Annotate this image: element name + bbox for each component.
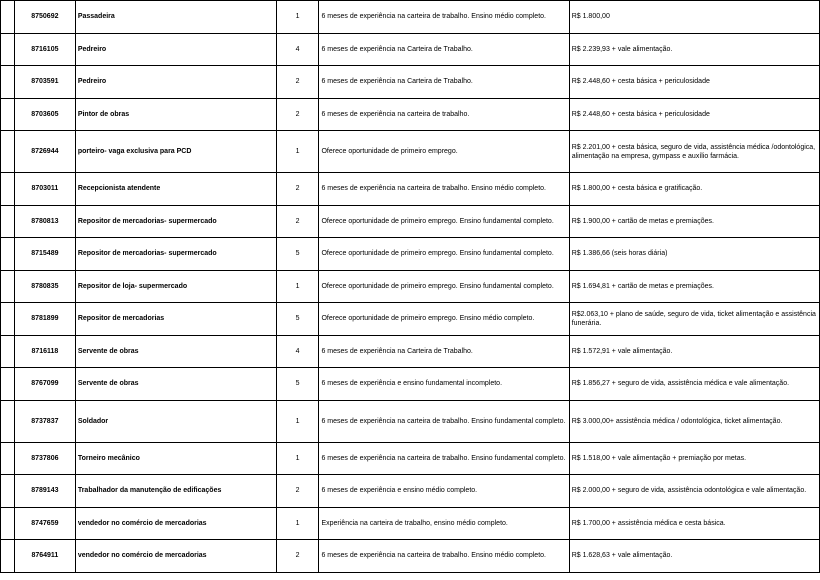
salary-benefits-cell: R$ 2.000,00 + seguro de vida, assistência odontológica e vale alimentação.	[569, 475, 819, 508]
job-code-cell: 8703605	[14, 98, 75, 131]
requirements-cell: 6 meses de experiência na carteira de trabalho. Ensino fundamental completo.	[319, 442, 569, 475]
vacancy-count-cell: 2	[276, 205, 319, 238]
job-code-cell: 8789143	[14, 475, 75, 508]
table-row	[1, 400, 820, 442]
occupation-cell: Soldador	[75, 400, 276, 442]
row-lead-cell	[1, 335, 15, 368]
job-code-cell: 8764911	[14, 540, 75, 573]
table-row	[1, 270, 820, 303]
row-lead-cell	[1, 475, 15, 508]
table-row	[1, 335, 820, 368]
requirements-cell: Oferece oportunidade de primeiro emprego. Ensino médio completo.	[319, 303, 569, 336]
requirements-cell: 6 meses de experiência na carteira de trabalho.	[319, 98, 569, 131]
occupation-cell: Recepcionista atendente	[75, 173, 276, 206]
row-lead-cell	[1, 507, 15, 540]
salary-benefits-cell: R$ 1.700,00 + assistência médica e cesta básica.	[569, 507, 819, 540]
salary-benefits-cell: R$ 1.386,66 (seis horas diária)	[569, 238, 819, 271]
requirements-cell: Oferece oportunidade de primeiro emprego. Ensino fundamental completo.	[319, 270, 569, 303]
occupation-cell: Repositor de mercadorias- supermercado	[75, 238, 276, 271]
table-row	[1, 1, 820, 34]
occupation-cell: Pedreiro	[75, 66, 276, 99]
vacancy-count-cell: 1	[276, 1, 319, 34]
table-row	[1, 205, 820, 238]
job-code-cell: 8715489	[14, 238, 75, 271]
table-row	[1, 98, 820, 131]
vacancy-count-cell: 2	[276, 475, 319, 508]
row-lead-cell	[1, 368, 15, 401]
table-row	[1, 33, 820, 66]
row-lead-cell	[1, 205, 15, 238]
vacancy-count-cell: 1	[276, 131, 319, 173]
requirements-cell: Oferece oportunidade de primeiro emprego.	[319, 131, 569, 173]
requirements-cell: 6 meses de experiência e ensino fundamental incompleto.	[319, 368, 569, 401]
row-lead-cell	[1, 238, 15, 271]
salary-benefits-cell: R$ 2.201,00 + cesta básica, seguro de vida, assistência médica /odontológica, alimentação na empresa, gympass e auxílio farmácia.	[569, 131, 819, 173]
requirements-cell: 6 meses de experiência na carteira de trabalho. Ensino médio completo.	[319, 173, 569, 206]
vacancy-count-cell: 4	[276, 335, 319, 368]
requirements-cell: 6 meses de experiência na carteira de trabalho. Ensino fundamental completo.	[319, 400, 569, 442]
table-row	[1, 66, 820, 99]
occupation-cell: Servente de obras	[75, 368, 276, 401]
job-code-cell: 8767099	[14, 368, 75, 401]
job-code-cell: 8716105	[14, 33, 75, 66]
requirements-cell: 6 meses de experiência na Carteira de Trabalho.	[319, 66, 569, 99]
requirements-cell: 6 meses de experiência na carteira de trabalho. Ensino médio completo.	[319, 540, 569, 573]
job-code-cell: 8747659	[14, 507, 75, 540]
occupation-cell: Servente de obras	[75, 335, 276, 368]
salary-benefits-cell: R$ 1.856,27 + seguro de vida, assistência médica e vale alimentação.	[569, 368, 819, 401]
salary-benefits-cell: R$ 2.448,60 + cesta básica + periculosidade	[569, 66, 819, 99]
table-row	[1, 540, 820, 573]
row-lead-cell	[1, 442, 15, 475]
table-row	[1, 131, 820, 173]
row-lead-cell	[1, 1, 15, 34]
salary-benefits-cell: R$ 1.572,91 + vale alimentação.	[569, 335, 819, 368]
table-row	[1, 368, 820, 401]
requirements-cell: Oferece oportunidade de primeiro emprego. Ensino fundamental completo.	[319, 205, 569, 238]
occupation-cell: vendedor no comércio de mercadorias	[75, 507, 276, 540]
occupation-cell: Pedreiro	[75, 33, 276, 66]
job-code-cell: 8726944	[14, 131, 75, 173]
table-row	[1, 507, 820, 540]
table-body	[1, 1, 820, 573]
salary-benefits-cell: R$ 3.000,00+ assistência médica / odontológica, ticket alimentação.	[569, 400, 819, 442]
row-lead-cell	[1, 98, 15, 131]
vacancy-count-cell: 2	[276, 173, 319, 206]
vacancy-count-cell: 1	[276, 507, 319, 540]
job-code-cell: 8781899	[14, 303, 75, 336]
vacancy-count-cell: 5	[276, 303, 319, 336]
row-lead-cell	[1, 303, 15, 336]
job-code-cell: 8716118	[14, 335, 75, 368]
vacancy-count-cell: 2	[276, 66, 319, 99]
requirements-cell: Oferece oportunidade de primeiro emprego. Ensino fundamental completo.	[319, 238, 569, 271]
occupation-cell: Torneiro mecânico	[75, 442, 276, 475]
salary-benefits-cell: R$ 1.628,63 + vale alimentação.	[569, 540, 819, 573]
row-lead-cell	[1, 66, 15, 99]
vacancy-count-cell: 4	[276, 33, 319, 66]
row-lead-cell	[1, 400, 15, 442]
job-code-cell: 8750692	[14, 1, 75, 34]
occupation-cell: Repositor de mercadorias- supermercado	[75, 205, 276, 238]
job-code-cell: 8703591	[14, 66, 75, 99]
row-lead-cell	[1, 270, 15, 303]
table-row	[1, 303, 820, 336]
salary-benefits-cell: R$ 2.239,93 + vale alimentação.	[569, 33, 819, 66]
salary-benefits-cell: R$2.063,10 + plano de saúde, seguro de vida, ticket alimentação e assistência funerária.	[569, 303, 819, 336]
vacancy-count-cell: 2	[276, 98, 319, 131]
table-row	[1, 442, 820, 475]
vacancy-count-cell: 2	[276, 540, 319, 573]
salary-benefits-cell: R$ 2.448,60 + cesta básica + periculosidade	[569, 98, 819, 131]
requirements-cell: 6 meses de experiência e ensino médio completo.	[319, 475, 569, 508]
job-code-cell: 8780813	[14, 205, 75, 238]
row-lead-cell	[1, 173, 15, 206]
occupation-cell: Pintor de obras	[75, 98, 276, 131]
salary-benefits-cell: R$ 1.518,00 + vale alimentação + premiação por metas.	[569, 442, 819, 475]
requirements-cell: 6 meses de experiência na Carteira de Trabalho.	[319, 33, 569, 66]
vacancy-count-cell: 1	[276, 442, 319, 475]
requirements-cell: Experiência na carteira de trabalho, ensino médio completo.	[319, 507, 569, 540]
salary-benefits-cell: R$ 1.900,00 + cartão de metas e premiações.	[569, 205, 819, 238]
job-code-cell: 8703011	[14, 173, 75, 206]
salary-benefits-cell: R$ 1.800,00 + cesta básica e gratificação.	[569, 173, 819, 206]
row-lead-cell	[1, 540, 15, 573]
occupation-cell: Repositor de mercadorias	[75, 303, 276, 336]
vacancy-count-cell: 5	[276, 368, 319, 401]
job-code-cell: 8737806	[14, 442, 75, 475]
table-row	[1, 238, 820, 271]
occupation-cell: porteiro- vaga exclusiva para PCD	[75, 131, 276, 173]
table-row	[1, 475, 820, 508]
requirements-cell: 6 meses de experiência na Carteira de Trabalho.	[319, 335, 569, 368]
salary-benefits-cell: R$ 1.800,00	[569, 1, 819, 34]
job-code-cell: 8780835	[14, 270, 75, 303]
salary-benefits-cell: R$ 1.694,81 + cartão de metas e premiações.	[569, 270, 819, 303]
job-code-cell: 8737837	[14, 400, 75, 442]
occupation-cell: Trabalhador da manutenção de edificações	[75, 475, 276, 508]
row-lead-cell	[1, 33, 15, 66]
vacancy-count-cell: 1	[276, 400, 319, 442]
requirements-cell: 6 meses de experiência na carteira de trabalho. Ensino médio completo.	[319, 1, 569, 34]
occupation-cell: vendedor no comércio de mercadorias	[75, 540, 276, 573]
occupation-cell: Repositor de loja- supermercado	[75, 270, 276, 303]
vacancy-count-cell: 1	[276, 270, 319, 303]
row-lead-cell	[1, 131, 15, 173]
vacancy-count-cell: 5	[276, 238, 319, 271]
occupation-cell: Passadeira	[75, 1, 276, 34]
table-row	[1, 173, 820, 206]
